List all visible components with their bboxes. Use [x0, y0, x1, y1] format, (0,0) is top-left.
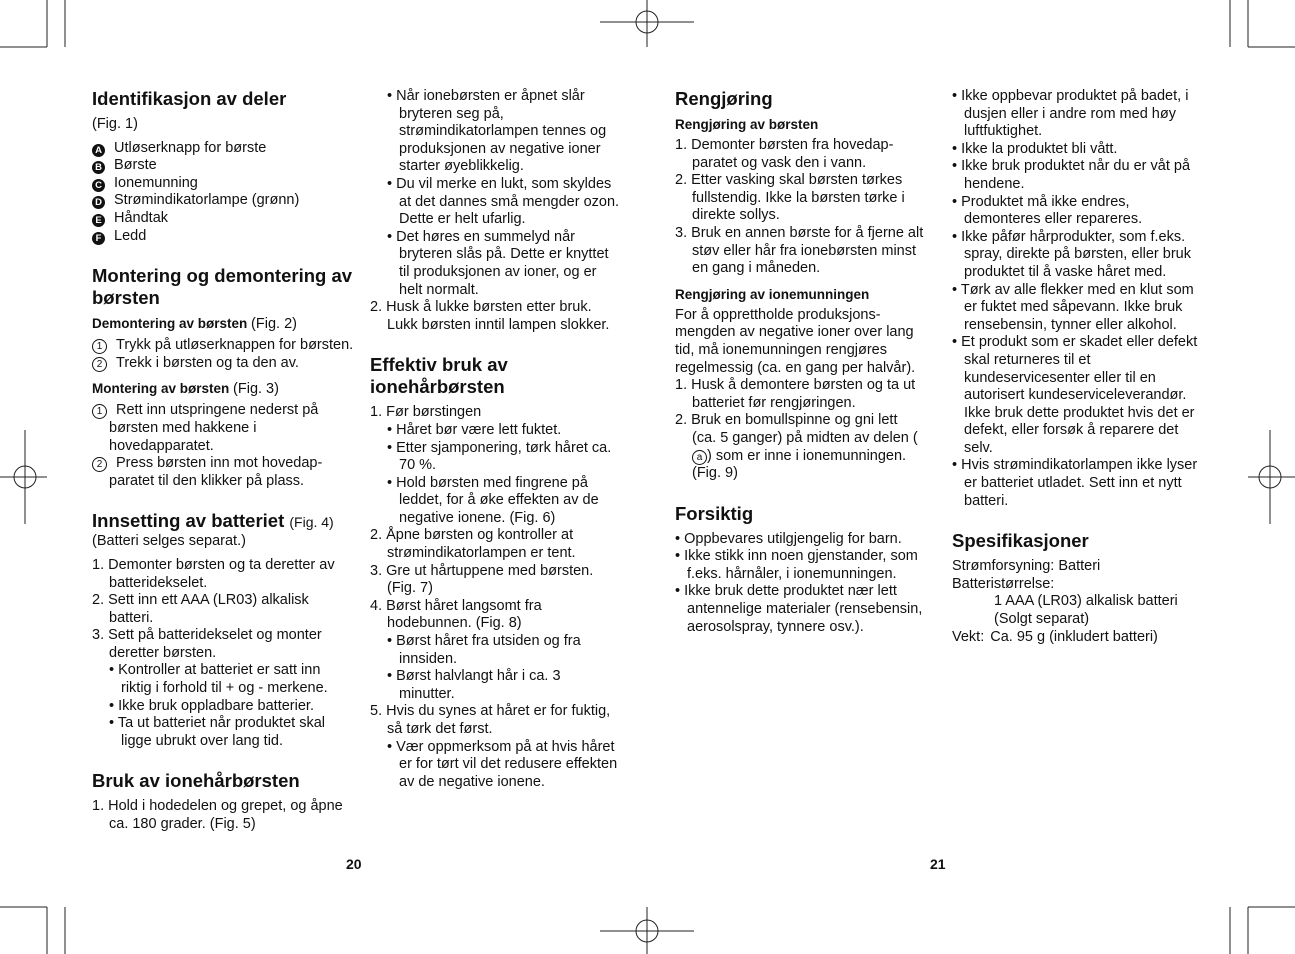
note: (Batteri selges separat.) — [92, 533, 246, 550]
bullet-item: • Ikke oppbevar produktet på badet, i dusjen eller i andre rom med høy luftfuktighet. — [952, 88, 1189, 140]
section-montering — [92, 265, 354, 490]
list-item: 2. Bruk en bomullspinne og gni lett (ca. 5 ganger) på midten av delen (a ) som er inne i ionemunningen. (Fig. 9) — [675, 412, 918, 482]
bullet-item: • Ikke bruk dette produktet nær lett antennelige materialer (rensebensin, aerosolspray, tynnere osv.). — [675, 583, 923, 635]
step-1-icon: 1 — [92, 339, 107, 354]
badge-a-icon: A — [92, 144, 105, 157]
page-number-left: 20 — [346, 856, 362, 872]
subheading-rengjoring-ionemunningen: Rengjøring av ionemunningen — [675, 286, 870, 302]
list-item: 3. Bruk en annen børste for å fjerne alt støv eller hår fra ionebørsten minst en gang i måneden. — [675, 224, 924, 277]
bullet-item: • Du vil merke en lukt, som skyldes at det dannes små mengder ozon. Dette er helt ufarlig. — [387, 175, 620, 228]
section-innsetting — [92, 510, 354, 750]
heading-text: Innsetting av batteriet — [92, 510, 285, 532]
section-forsiktig — [675, 503, 925, 637]
subheading-montering — [92, 380, 354, 398]
bullet-item: • Ikke stikk inn noen gjenstander, som f.eks. hårnåler, i ionemunningen. — [675, 548, 918, 582]
heading-identifikasjon: Identifikasjon av deler — [92, 88, 287, 109]
page-number-right: 21 — [930, 856, 946, 872]
list-item: 1. Før børstingen — [370, 404, 482, 421]
spec-weight-label: Vekt: — [952, 628, 985, 645]
bullet-item: • Tørk av alle flekker med en klut som er fuktet med såpevann. Ikke bruk rensebensin, tynner eller alkohol. — [952, 281, 1194, 333]
fig-ref: (Fig. 1) — [92, 116, 138, 132]
spec-battery-note: (Solgt separat) — [994, 611, 1090, 628]
spec-battery-value: 1 AAA (LR03) alkalisk batteri — [994, 593, 1178, 610]
column-3 — [675, 88, 925, 656]
step-2-icon: 2 — [92, 457, 107, 472]
paragraph: For å opprettholde produksjons-mengden av negative ioner over lang tid, må ionemunningen rengjøres regelmessig (ca. en gang per halvår). — [675, 306, 916, 376]
subheading-rengjoring-borsten: Rengjøring av børsten — [675, 117, 819, 132]
list-item: 2. Husk å lukke børsten etter bruk. Lukk børsten inntil lampen slokker. — [370, 299, 610, 333]
step-text: Press børsten inn mot hovedap-paratet til den klikker på plass. — [109, 455, 323, 489]
list-item: 1. Demonter børsten og ta deretter av batteridekselet. — [92, 556, 335, 591]
list-item: 2. Åpne børsten og kontroller at strømindikatorlampen er tent. — [370, 527, 576, 562]
badge-f-icon: F — [92, 232, 105, 245]
list-item: 1. Husk å demontere børsten og ta ut batteriet før rengjøringen. — [675, 377, 916, 411]
bullet-item: • Håret bør være lett fuktet. — [387, 421, 562, 438]
bullet-item: • Oppbevares utilgjengelig for barn. — [675, 530, 902, 547]
section-spesifikasjoner — [952, 530, 1208, 646]
heading-spesifikasjoner: Spesifikasjoner — [952, 530, 1089, 552]
badge-d-icon: D — [92, 196, 105, 209]
step-text: Trekk i børsten og ta den av. — [116, 354, 299, 371]
bullet-item: • Børst håret fra utsiden og fra innsiden. — [387, 633, 581, 667]
heading-bruk: Bruk av ionehårbørsten — [92, 770, 300, 792]
bullet-item: • Ikke påfør hårprodukter, som f.eks. spray, direkte på børsten, eller bruk produktet til å vaske håret med. — [952, 228, 1191, 280]
list-item: 4. Børst håret langsomt fra hodebunnen. (Fig. 8) — [370, 597, 542, 632]
list-item: 2. Etter vasking skal børsten tørkes fullstendig. Ikke la børsten tørke i direkte sollys. — [675, 172, 905, 224]
bullet-item: • Etter sjamponering, tørk håret ca. 70 %. — [387, 439, 612, 474]
bullet-item: • Børst halvlangt hår i ca. 3 minutter. — [387, 668, 561, 702]
part-item — [92, 210, 354, 228]
list-item — [92, 402, 354, 455]
heading-rengjoring: Rengjøring — [675, 88, 773, 109]
bullet-item: • Ikke la produktet bli vått. — [952, 140, 1118, 157]
bullet-item: • Produktet må ikke endres, demonteres eller repareres. — [952, 193, 1143, 228]
part-item — [92, 157, 354, 175]
list-item — [92, 455, 354, 490]
column-2 — [370, 88, 620, 811]
bullet-item: • Når ionebørsten er åpnet slår bryteren seg på, strømindikatorlampen tennes og produksjonen av negative ioner starter øyeblikkelig. — [387, 88, 607, 175]
spec-power: Strømforsyning: Batteri — [952, 558, 1101, 575]
bullet-item: • Ikke bruk oppladbare batterier. — [109, 697, 314, 714]
part-label: Håndtak — [114, 209, 169, 226]
list-item: 1. Hold i hodedelen og grepet, og åpne ca. 180 grader. (Fig. 5) — [92, 798, 343, 833]
parts-list — [92, 140, 354, 246]
bullet-item: • Hold børsten med fingrene på leddet, for å øke effekten av de negative ionene. (Fig. 6) — [387, 474, 599, 526]
part-item — [92, 228, 354, 246]
heading-effektiv: Effektiv bruk av ionehårbørsten — [370, 354, 508, 398]
section-identifikasjon — [92, 88, 354, 245]
part-label: Strømindikatorlampe (grønn) — [114, 192, 300, 209]
list-item — [92, 355, 354, 373]
spec-weight-value: Ca. 95 g (inkludert batteri) — [990, 628, 1158, 645]
heading-forsiktig: Forsiktig — [675, 502, 754, 524]
step-1-icon: 1 — [92, 404, 107, 419]
column-1 — [92, 88, 354, 854]
step-text: Trykk på utløserknappen for børsten. — [116, 337, 354, 354]
badge-e-icon: E — [92, 214, 105, 227]
list-item — [92, 337, 354, 355]
part-item — [92, 140, 354, 158]
list-item: 2. Sett inn ett AAA (LR03) alkalisk batteri. — [92, 592, 309, 626]
subheading-demontering — [92, 315, 354, 333]
part-a-icon: a — [692, 450, 707, 465]
heading-innsetting — [92, 510, 354, 533]
spec-weight — [952, 629, 1208, 647]
list-item: 5. Hvis du synes at håret er for fuktig, så tørk det først. — [370, 703, 611, 737]
part-item — [92, 175, 354, 193]
bullet-item: • Ta ut batteriet når produktet skal ligge ubrukt over lang tid. — [109, 715, 325, 749]
section-bruk — [92, 770, 354, 833]
part-label: Ionemunning — [114, 174, 198, 191]
bullet-item: • Det høres en summelyd når bryteren slås på. Dette er knyttet til produksjonen av ioner, og er helt normalt. — [387, 228, 609, 298]
step-2-icon: 2 — [92, 357, 107, 372]
fig-ref: (Fig. 3) — [233, 381, 279, 398]
bullet-item: • Ikke bruk produktet når du er våt på hendene. — [952, 158, 1191, 192]
section-forsiktig-cont — [952, 88, 1208, 510]
part-item — [92, 192, 354, 210]
badge-c-icon: C — [92, 179, 105, 192]
subheading-label: Demontering av børsten — [92, 316, 248, 332]
list-item: 3. Gre ut hårtuppene med børsten. (Fig. 7) — [370, 562, 594, 597]
bullet-item: • Kontroller at batteriet er satt inn riktig i forhold til + og - merkene. — [109, 662, 328, 697]
list-item: 3. Sett på batteridekselet og monter deretter børsten. — [92, 627, 322, 661]
part-label: Børste — [114, 157, 157, 174]
fig-ref: (Fig. 2) — [251, 316, 297, 333]
bullet-item: • Hvis strømindikatorlampen ikke lyser er batteriet utladet. Sett inn et nytt batteri. — [952, 457, 1198, 509]
column-4 — [952, 88, 1208, 666]
section-rengjoring — [675, 88, 925, 483]
part-label: Utløserknapp for børste — [114, 139, 267, 156]
step-text: Rett inn utspringene nederst på børsten med hakkene i hovedapparatet. — [109, 402, 319, 454]
part-label: Ledd — [114, 227, 147, 244]
section-bruk-cont — [370, 88, 620, 334]
bullet-item: • Et produkt som er skadet eller defekt skal returneres til et kundeservicesenter eller til en autorisert kundeserviceleverandør. Ikke bruk dette produktet hvis det er defekt, eller forsøk å reparere det selv. — [952, 334, 1198, 456]
section-effektiv — [370, 354, 620, 791]
spec-battery-label: Batteristørrelse: — [952, 575, 1055, 592]
badge-b-icon: B — [92, 161, 105, 174]
list-item: 1. Demonter børsten fra hovedap-paratet og vask den i vann. — [675, 137, 894, 171]
bullet-item: • Vær oppmerksom på at hvis håret er for tørt vil det redusere effekten av de negative ionene. — [387, 738, 618, 790]
heading-montering: Montering og demontering av børsten — [92, 265, 353, 309]
subheading-label: Montering av børsten — [92, 381, 230, 397]
fig-ref: (Fig. 4) — [289, 514, 334, 531]
